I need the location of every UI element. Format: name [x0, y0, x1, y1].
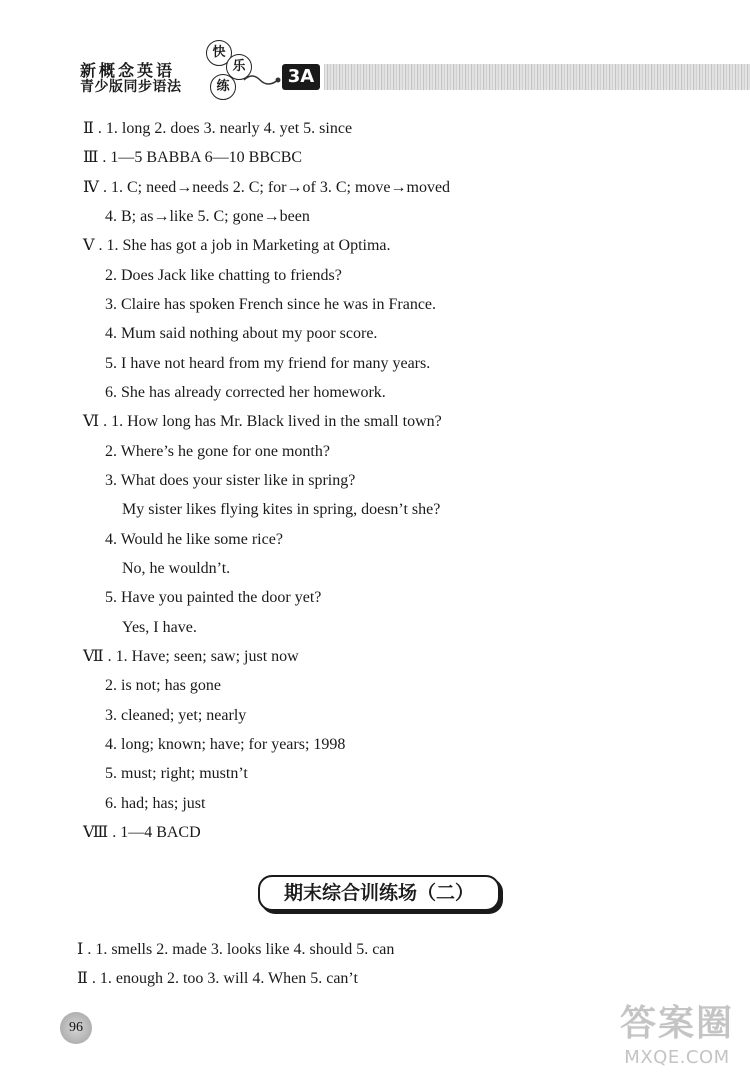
answer-line: 2. Does Jack like chatting to friends? [105, 267, 342, 284]
answer-line: Ⅲ . 1—5 BABBA 6—10 BBCBC [83, 149, 303, 166]
answer-line: Ⅴ . 1. She has got a job in Marketing at Optima. [83, 237, 391, 254]
header-circle-char-3: 练 [210, 74, 236, 100]
answer-line: 3. What does your sister like in spring? [105, 472, 356, 489]
answer-line: Yes, I have. [122, 619, 197, 636]
level-badge: 3A [282, 64, 320, 90]
answer-line: Ⅷ . 1—4 BACD [83, 824, 201, 841]
answer-line: Ⅱ . 1. enough 2. too 3. will 4. When 5. can’t [77, 970, 358, 987]
header-pattern-bar [324, 64, 750, 90]
answer-line: 5. I have not heard from my friend for many years. [105, 355, 431, 372]
answer-line: 2. is not; has gone [105, 677, 221, 694]
header-circle-char-2: 乐 [226, 54, 252, 80]
page-number: 96 [60, 1012, 92, 1044]
answer-line: Ⅰ . 1. smells 2. made 3. looks like 4. should 5. can [77, 941, 395, 958]
answer-line: 4. Would he like some rice? [105, 531, 283, 548]
book-title-line2: 青少版同步语法 [80, 79, 182, 95]
section-title: 期末综合训练场（二） [258, 875, 500, 911]
answer-line: 5. must; right; mustn’t [105, 765, 248, 782]
answer-line: 6. had; has; just [105, 795, 206, 812]
answer-line: Ⅶ . 1. Have; seen; saw; just now [83, 648, 299, 665]
answer-line: 4. B; as→like 5. C; gone→been [105, 208, 310, 225]
book-title [80, 62, 182, 96]
answer-line: 4. long; known; have; for years; 1998 [105, 736, 346, 753]
watermark-url: MXQE.COM [624, 1047, 730, 1068]
answer-line: 3. Claire has spoken French since he was in France. [105, 296, 437, 313]
book-title-line1: 新概念英语 [80, 61, 176, 80]
answer-line: Ⅵ . 1. How long has Mr. Black lived in the small town? [83, 413, 442, 430]
page-header [70, 40, 750, 108]
header-circle-char-1: 快 [206, 40, 232, 66]
watermark-chars: 答案圈 [619, 1003, 734, 1044]
answer-line: Ⅱ . 1. long 2. does 3. nearly 4. yet 5. since [83, 120, 353, 137]
answer-line: 3. cleaned; yet; nearly [105, 707, 247, 724]
swirl-decoration-icon [242, 72, 282, 88]
answer-line: 6. She has already corrected her homework. [105, 384, 386, 401]
answer-line: 4. Mum said nothing about my poor score. [105, 325, 378, 342]
watermark [612, 1000, 742, 1080]
answer-line: Ⅳ . 1. C; need→needs 2. C; for→of 3. C; move→moved [83, 179, 451, 196]
answer-line: My sister likes flying kites in spring, doesn’t she? [122, 501, 441, 518]
answer-line: 2. Where’s he gone for one month? [105, 443, 330, 460]
answer-line: 5. Have you painted the door yet? [105, 589, 322, 606]
answer-line: No, he wouldn’t. [122, 560, 231, 577]
